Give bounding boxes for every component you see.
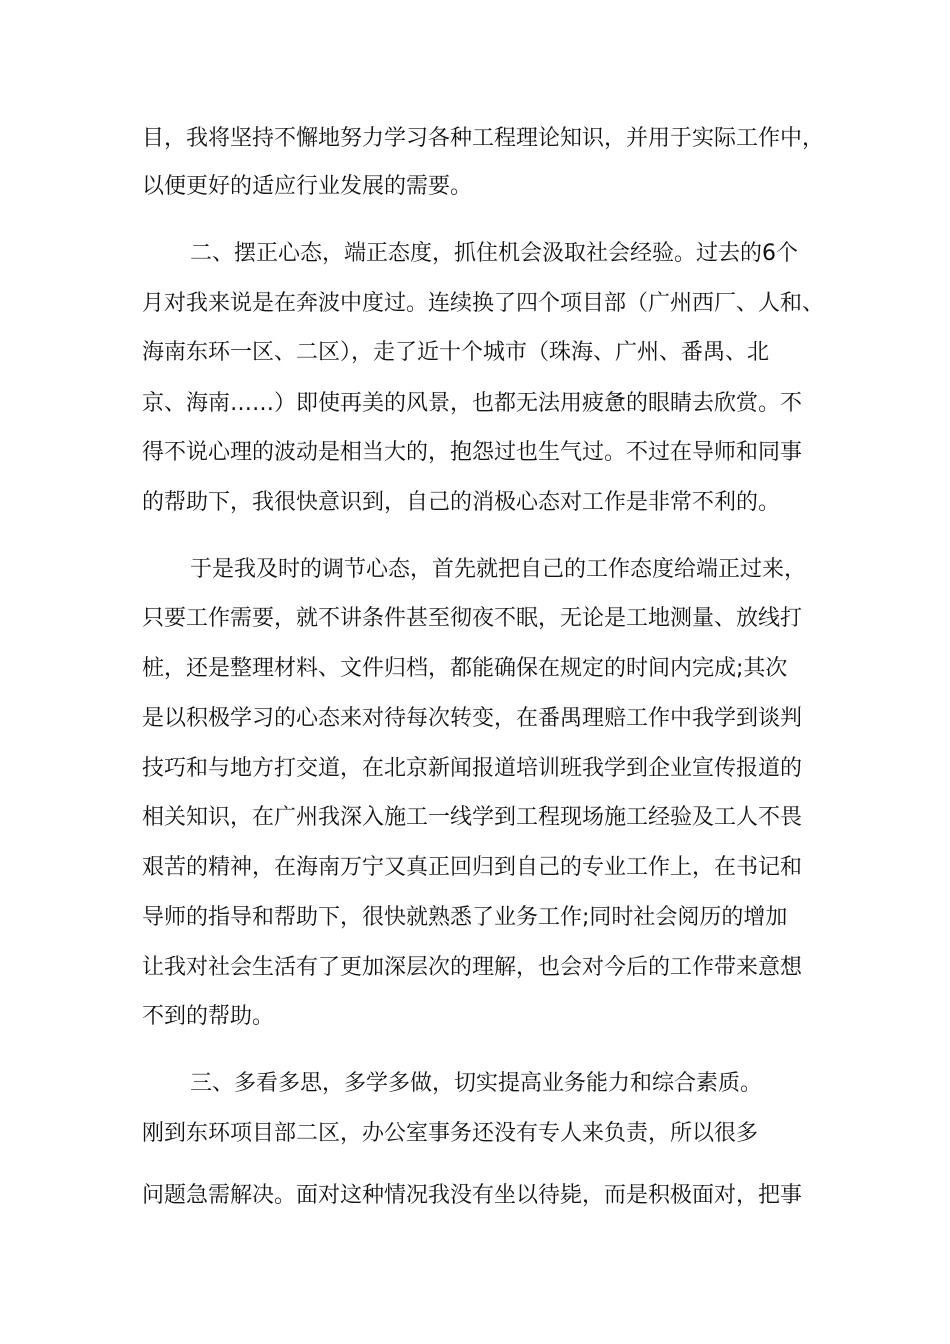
text-line: 技巧和与地方打交道，在北京新闻报道培训班我学到企业宣传报道的 — [142, 756, 803, 781]
paragraph-first-line: 于是我及时的调节心态，首先就把自己的工作态度给端正过来， — [190, 557, 807, 582]
text-line: 艰苦的精神，在海南万宁又真正回归到自己的专业工作上，在书记和 — [142, 855, 803, 880]
text-line: 是以积极学习的心态来对待每次转变，在番禺理赔工作中我学到谈判 — [142, 706, 803, 731]
text-line: 问题急需解决。面对这种情况我没有坐以待毙，而是积极面对，把事 — [142, 1183, 803, 1208]
text-line: 月对我来说是在奔波中度过。连续换了四个项目部（广州西厂、人和、 — [142, 291, 825, 316]
text-line: 不到的帮助。 — [142, 1004, 275, 1029]
text-line: 的帮助下，我很快意识到，自己的消极心态对工作是非常不利的。 — [142, 490, 781, 515]
text-line: 导师的指导和帮助下，很快就熟悉了业务工作;同时社会阅历的增加 — [142, 905, 788, 930]
text-line: 海南东环一区、二区），走了近十个城市（珠海、广州、番禺、北 — [142, 340, 770, 365]
text-line: 相关知识，在广州我深入施工一线学到工程现场施工经验及工人不畏 — [142, 805, 803, 830]
text-line: 京、海南……）即使再美的风景，也都无法用疲惫的眼睛去欣赏。不 — [142, 391, 803, 416]
text-line: 刚到东环项目部二区，办公室事务还没有专人来负责，所以很多 — [142, 1121, 759, 1146]
text-line: 桩，还是整理材料、文件归档，都能确保在规定的时间内完成;其次 — [142, 656, 788, 681]
text-line: 得不说心理的波动是相当大的，抱怨过也生气过。不过在导师和同事 — [142, 440, 803, 465]
section-heading-line: 二、摆正心态，端正态度，抓住机会汲取社会经验。过去的6个 — [190, 241, 798, 266]
text-line: 以便更好的适应行业发展的需要。 — [142, 174, 473, 199]
text-line: 只要工作需要，就不讲条件甚至彻夜不眠，无论是工地测量、放线打 — [142, 606, 803, 631]
section-heading-line: 三、多看多思，多学多做，切实提高业务能力和综合素质。 — [190, 1071, 763, 1096]
text-line: 让我对社会生活有了更加深层次的理解，也会对今后的工作带来意想 — [142, 955, 803, 980]
text-line: 目，我将坚持不懈地努力学习各种工程理论知识，并用于实际工作中， — [142, 126, 825, 151]
